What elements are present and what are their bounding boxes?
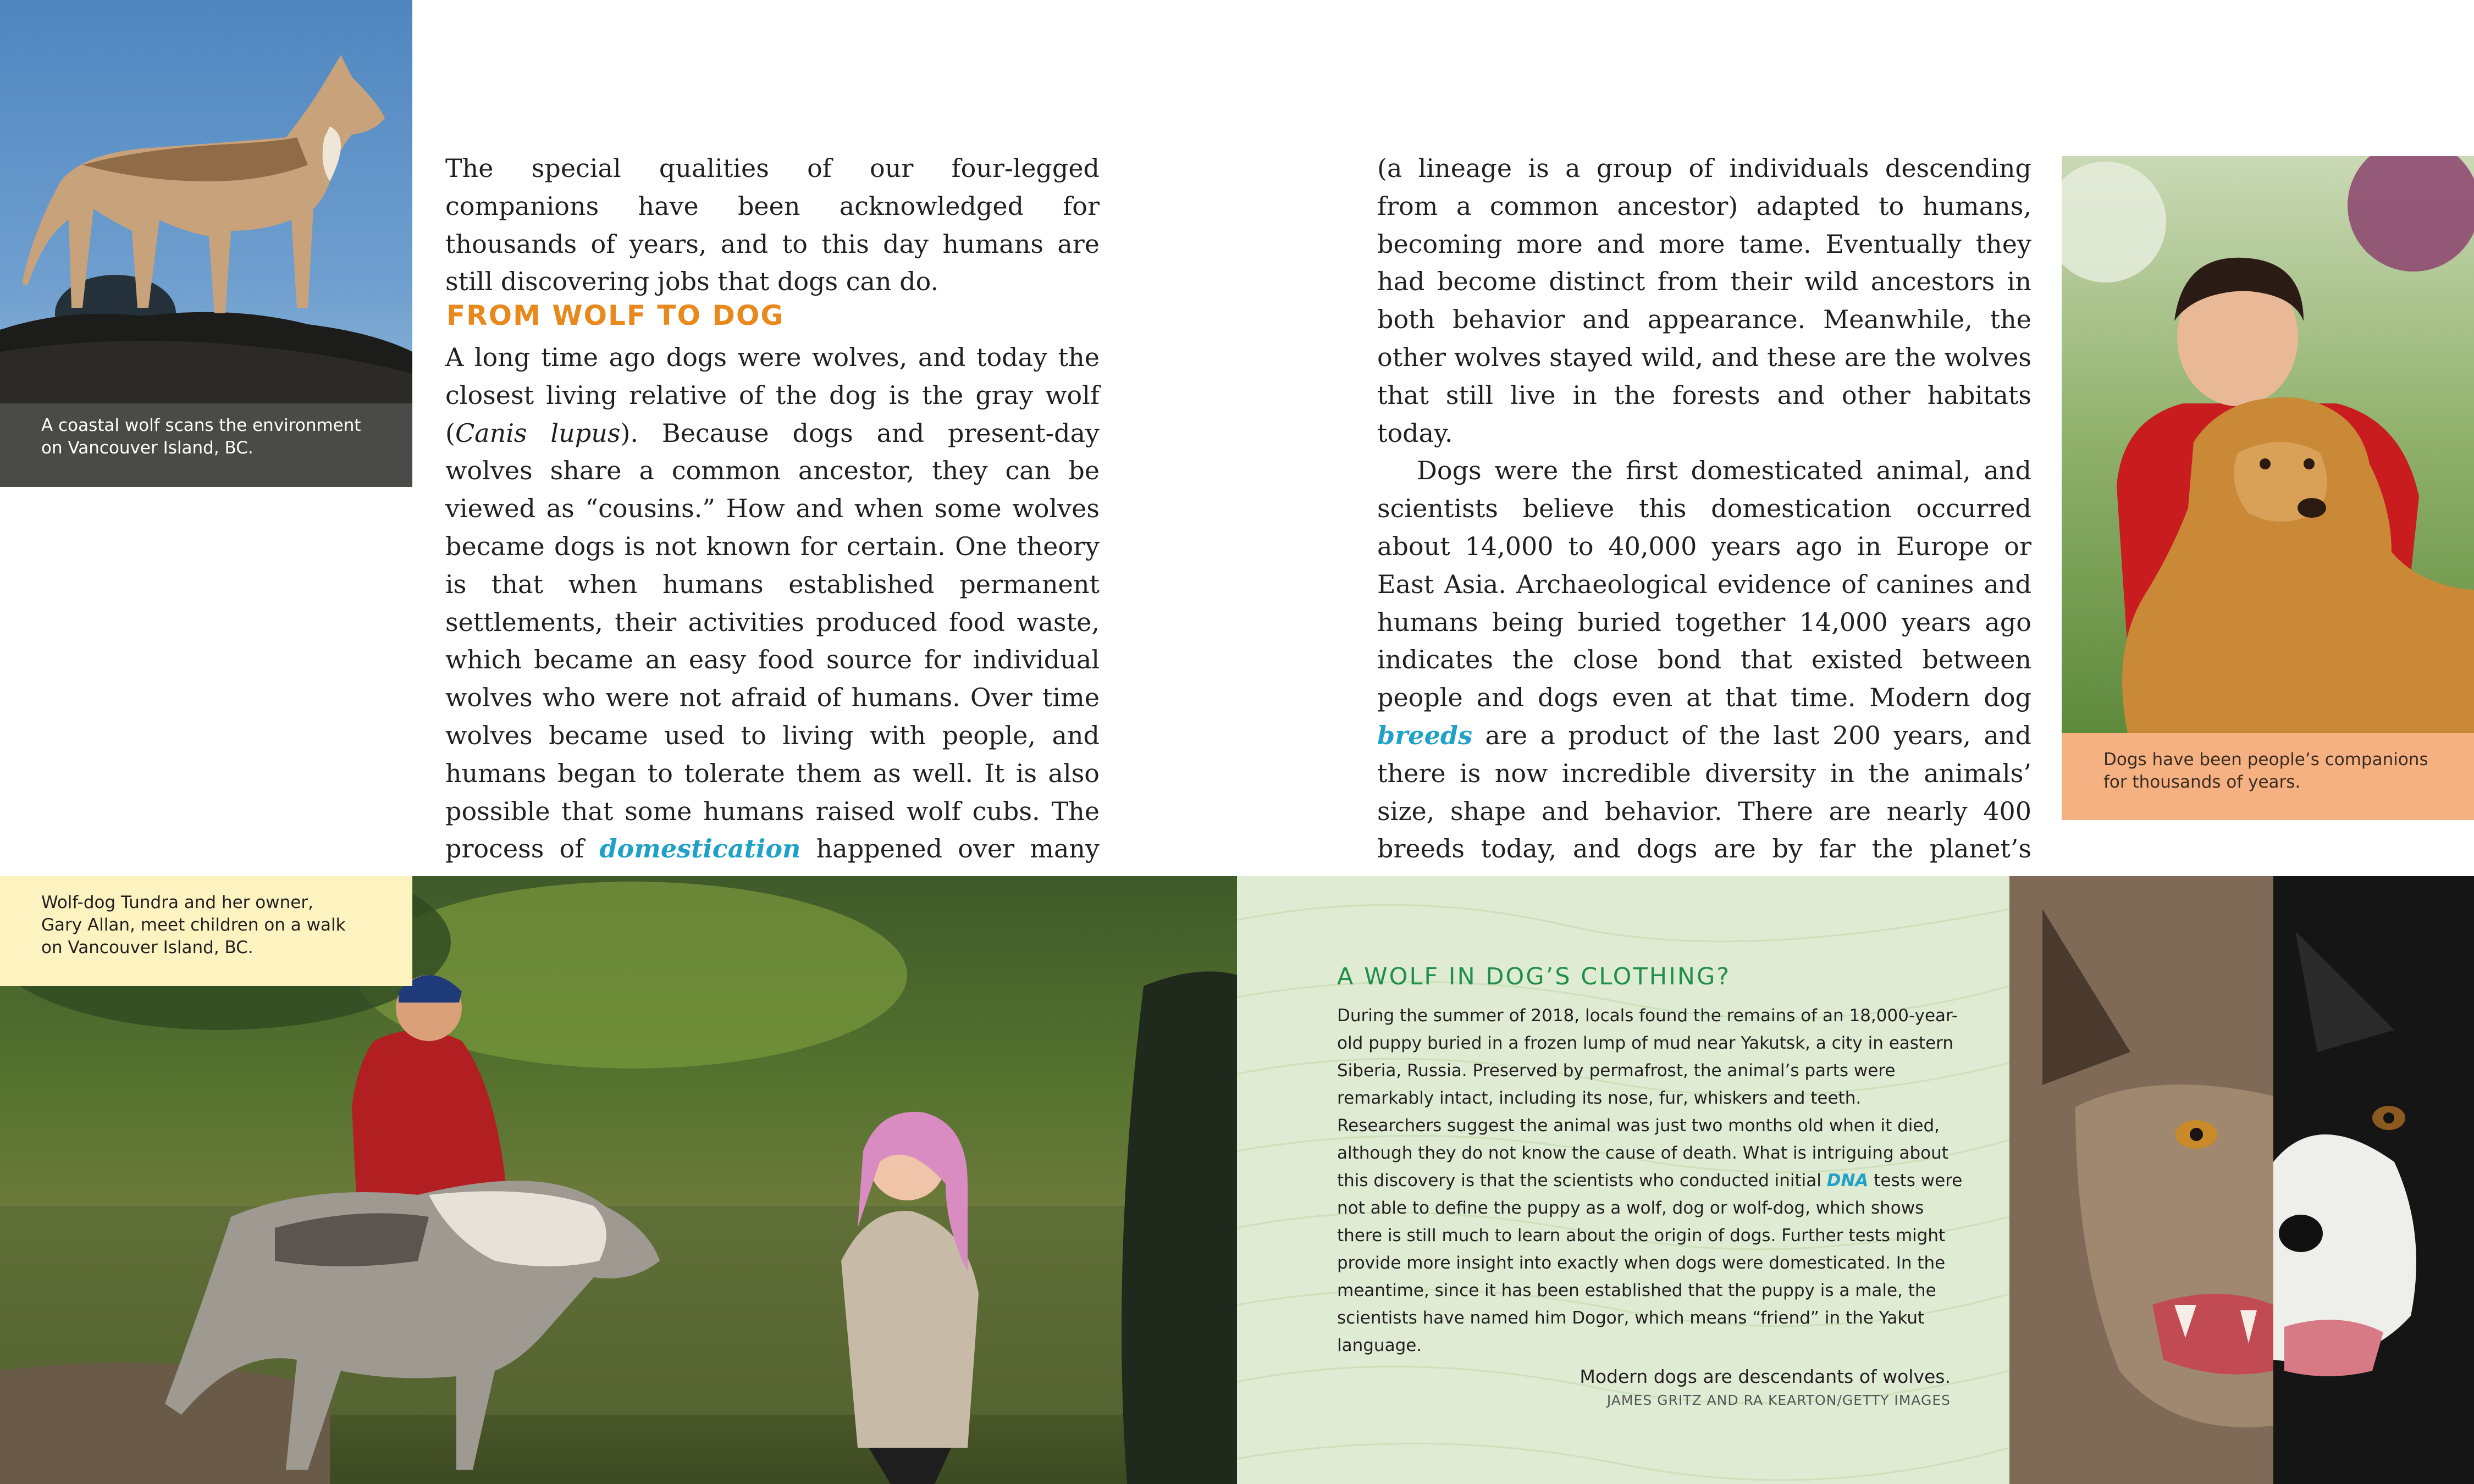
- caption-line: on Vancouver Island, BC.: [41, 438, 253, 458]
- caption-line: Gary Allan, meet children on a walk: [41, 915, 346, 935]
- coastal-wolf-photo: [0, 0, 412, 403]
- sidebar-text: During the summer of 2018, locals found the remains of an 18,000-year-old puppy buried in a frozen lump of mud near Yakutsk, a city in eastern Siberia, Russia. Preserved by permafrost, the animal’s parts were remarkably intact, including its nose, fur, whiskers and teeth. Researchers suggest the animal was just two months old when it died, although they do not know the cause of death. What is intriguing about this discovery is that the scientists who conducted initial DNA tests were not able to define the puppy as a wolf, dog or wolf-dog, which shows there is still much to learn about the origin of dogs. Further tests might provide more insight into exactly when dogs were domesticated. In the meantime, since it has been established that the puppy is a male, the scientists have named him Dogor, which means “friend” in the Yakut language.: [1337, 1006, 1963, 1355]
- photo-credit: JAMES GRITZ AND RA KEARTON/GETTY IMAGES: [1606, 1392, 1951, 1408]
- body-paragraph-1: A long time ago dogs were wolves, and today the closest living relative of the dog is the gray wolf (Canis lupus). Because dogs and present-day wolves share a common ancestor, they can be viewed as “cousins.” How and when some wolves became dogs is not known for certain. One theory is that when humans established permanent settlements, their activities produced food waste, which became an easy food source for individual wolves who were not afraid of humans. Over time wolves became used to living with people, and humans began to tolerate them as well. It is also possible that some humans raised wolf cubs. The process of domestication happened over many: [445, 342, 1100, 864]
- body-paragraph-1-continued: (a lineage is a group of individuals descending from a common ancestor) adapted to humans, becoming more and more tame. Eventually they had become distinct from their wild ancestors in both behavior and appearance. Meanwhile, the other wolves stayed wild, and these are the wolves that still live in the forests and other habitats today.: [1377, 153, 2031, 448]
- body-paragraph-2: Dogs were the first domesticated animal, and scientists believe this domestication occurred about 14,000 to 40,000 years ago in Europe or East Asia. Archaeological evidence of canines and humans being buried together 14,000 years ago indicates the close bond that existed between people and dogs even at that time. Modern dog breeds are a product of the last 200 years, and there is now incredible diversity in the animals’ size, shape and behavior. There are nearly 400 breeds today, and dogs are by far the planet’s: [1377, 452, 2031, 943]
- caption-line: Wolf-dog Tundra and her owner,: [41, 893, 313, 912]
- body-column-left: [445, 339, 1100, 906]
- glossary-term-dna[interactable]: DNA: [1826, 1171, 1869, 1190]
- latin-name: Canis lupus: [455, 418, 621, 448]
- dog-photo-caption: [2062, 733, 2474, 820]
- tundra-photo-caption: [0, 876, 412, 986]
- boy-and-dog-photo: [2062, 156, 2474, 733]
- caption-line: for thousands of years.: [2103, 772, 2301, 792]
- caption-line: A coastal wolf scans the environment: [41, 416, 361, 435]
- section-heading: FROM WOLF TO DOG: [446, 300, 785, 331]
- body-column-right: [1377, 149, 2031, 944]
- sidebar-title: A WOLF IN DOG’S CLOTHING?: [1337, 963, 1731, 990]
- wolf-dog-faces-photo: [2009, 876, 2474, 1484]
- wolf-photo-caption: [0, 403, 412, 487]
- caption-line: on Vancouver Island, BC.: [41, 938, 253, 957]
- caption-line: Dogs have been people’s companions: [2103, 750, 2428, 769]
- intro-paragraph: The special qualities of our four-legged companions have been acknowledged for thousands of years, and to this day humans are still discovering jobs that dogs can do.: [445, 153, 1100, 297]
- glossary-term-breeds[interactable]: breeds: [1377, 720, 1472, 750]
- glossary-term-domestication[interactable]: domestication: [599, 834, 801, 864]
- faces-photo-caption: Modern dogs are descendants of wolves.: [1580, 1366, 1951, 1387]
